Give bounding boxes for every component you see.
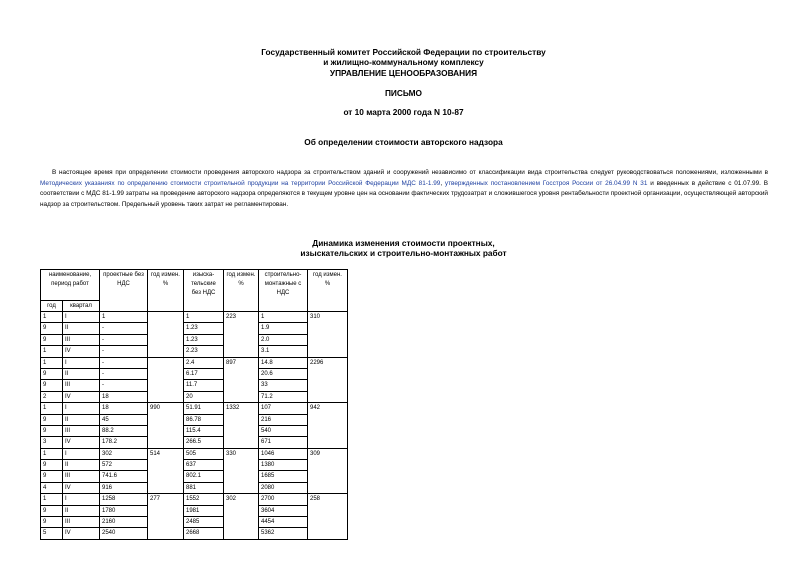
cell-year: 1 <box>41 494 63 505</box>
table-row <box>41 312 348 323</box>
table-row <box>41 437 348 448</box>
cell-survey: 2.23 <box>184 346 224 357</box>
cell-quarter: II <box>63 414 100 425</box>
table-row <box>41 346 348 357</box>
cell-quarter: III <box>63 380 100 391</box>
cell-design-pct <box>148 357 184 403</box>
cell-year: 9 <box>41 517 63 528</box>
cell-design: 572 <box>100 460 148 471</box>
cell-construction: 1 <box>259 312 308 323</box>
document-subject: Об определении стоимости авторского надзора <box>304 137 503 147</box>
cell-year: 1 <box>41 357 63 368</box>
cell-quarter: IV <box>63 346 100 357</box>
cell-survey: 802.1 <box>184 471 224 482</box>
cell-design: - <box>100 334 148 345</box>
cell-design: 2540 <box>100 528 148 539</box>
table-row <box>41 528 348 539</box>
table-row <box>41 323 348 334</box>
cell-design-pct: 277 <box>148 494 184 540</box>
cell-construction: 1380 <box>259 460 308 471</box>
body-text-part1: В настоящее время при определении стоимости проведения авторского надзора за строительством зданий и сооружений независимо от классификации вида строительства следует руководствоваться положениями, изложенными в <box>52 169 768 176</box>
cell-quarter: IV <box>63 437 100 448</box>
cell-construction: 5362 <box>259 528 308 539</box>
cell-survey-pct: 302 <box>224 494 259 540</box>
header-construction-pct: год измен. % <box>308 270 348 312</box>
cell-survey-pct: 223 <box>224 312 259 358</box>
cell-quarter: I <box>63 403 100 414</box>
cell-survey: 2.4 <box>184 357 224 368</box>
cell-year: 9 <box>41 414 63 425</box>
cell-design: 18 <box>100 391 148 402</box>
cell-construction: 2080 <box>259 482 308 493</box>
cell-quarter: IV <box>63 528 100 539</box>
table-row <box>41 403 348 414</box>
cell-survey: 1 <box>184 312 224 323</box>
header-design: проектные без НДС <box>100 270 148 312</box>
table-row <box>41 448 348 459</box>
link-gosstroy-resolution[interactable]: утвержденных постановлением Госстроя России от 26.04.99 N 31 <box>444 179 648 187</box>
body-text-part3: и введенных в действие с 01.07.99. В соответствии с МДС 81-1.99 затраты на проведение авторского надзора определяются в текущем уровне цен на основании фактических трудозатрат и сложившегося уровня рентабельности проектной организации, осуществляющей авторский надзор за строительством. Предельный уровень таких затрат не регламентирован. <box>40 179 768 208</box>
cell-survey: 6.17 <box>184 368 224 379</box>
cell-design: - <box>100 346 148 357</box>
cell-quarter: III <box>63 517 100 528</box>
cell-design-pct: 514 <box>148 448 184 494</box>
cell-quarter: I <box>63 357 100 368</box>
cell-year: 9 <box>41 368 63 379</box>
cell-year: 4 <box>41 482 63 493</box>
table-row <box>41 368 348 379</box>
cell-design: 916 <box>100 482 148 493</box>
cell-year: 9 <box>41 334 63 345</box>
cell-design: 1 <box>100 312 148 323</box>
cell-survey: 11.7 <box>184 380 224 391</box>
table-row <box>41 517 348 528</box>
cell-year: 2 <box>41 391 63 402</box>
cell-construction: 1.9 <box>259 323 308 334</box>
header-design-pct: год измен. % <box>148 270 184 312</box>
cell-design: 302 <box>100 448 148 459</box>
cell-quarter: I <box>63 494 100 505</box>
cell-design: 45 <box>100 414 148 425</box>
cell-construction: 4454 <box>259 517 308 528</box>
cell-construction-pct: 309 <box>308 448 348 494</box>
cell-survey: 881 <box>184 482 224 493</box>
cell-quarter: III <box>63 334 100 345</box>
cell-construction-pct: 258 <box>308 494 348 540</box>
table-row <box>41 334 348 345</box>
header-period: наименование, период работ <box>41 270 100 301</box>
cell-construction: 107 <box>259 403 308 414</box>
table-row <box>41 380 348 391</box>
cell-construction: 2.0 <box>259 334 308 345</box>
cell-survey: 2668 <box>184 528 224 539</box>
cell-quarter: II <box>63 505 100 516</box>
cell-survey-pct: 330 <box>224 448 259 494</box>
table-row <box>41 471 348 482</box>
table-row <box>41 414 348 425</box>
cell-year: 5 <box>41 528 63 539</box>
cell-survey: 637 <box>184 460 224 471</box>
cell-quarter: I <box>63 312 100 323</box>
body-text-part2: , <box>440 179 445 187</box>
cell-quarter: II <box>63 323 100 334</box>
cell-quarter: III <box>63 425 100 436</box>
cell-survey-pct: 897 <box>224 357 259 403</box>
cell-year: 9 <box>41 323 63 334</box>
cell-survey: 51.91 <box>184 403 224 414</box>
cell-year: 9 <box>41 380 63 391</box>
table-row <box>41 494 348 505</box>
cell-construction: 33 <box>259 380 308 391</box>
cell-survey-pct: 1332 <box>224 403 259 449</box>
cell-year: 1 <box>41 312 63 323</box>
org-name-line2: и жилищно-коммунальному комплексу <box>323 57 484 67</box>
cell-design: 18 <box>100 403 148 414</box>
cell-construction: 3604 <box>259 505 308 516</box>
table-row <box>41 425 348 436</box>
org-name-line1: Государственный комитет Российской Федерации по строительству <box>261 47 546 57</box>
cell-survey: 266.5 <box>184 437 224 448</box>
cell-year: 9 <box>41 505 63 516</box>
cell-survey: 505 <box>184 448 224 459</box>
table-title-line1: Динамика изменения стоимости проектных, <box>312 238 495 248</box>
cell-design: 1258 <box>100 494 148 505</box>
header-survey-pct: год измен. % <box>224 270 259 312</box>
cell-construction-pct: 942 <box>308 403 348 449</box>
cell-design: 88.2 <box>100 425 148 436</box>
cell-design: - <box>100 368 148 379</box>
cell-quarter: II <box>63 460 100 471</box>
cell-survey: 1552 <box>184 494 224 505</box>
table-header-row <box>41 270 348 301</box>
cell-quarter: II <box>63 368 100 379</box>
cell-year: 9 <box>41 471 63 482</box>
cell-survey: 2485 <box>184 517 224 528</box>
header-construction: строительно-монтажные с НДС <box>259 270 308 312</box>
header-quarter: квартал <box>63 301 100 312</box>
cell-year: 1 <box>41 448 63 459</box>
cell-construction: 3.1 <box>259 346 308 357</box>
cell-construction: 2700 <box>259 494 308 505</box>
cell-design: 1780 <box>100 505 148 516</box>
cell-design-pct <box>148 312 184 358</box>
cell-survey: 1981 <box>184 505 224 516</box>
cell-quarter: I <box>63 448 100 459</box>
table-row <box>41 505 348 516</box>
cell-design: 2160 <box>100 517 148 528</box>
cell-survey: 86.78 <box>184 414 224 425</box>
table-row <box>41 482 348 493</box>
table-row <box>41 391 348 402</box>
cell-year: 3 <box>41 437 63 448</box>
cell-survey: 115.4 <box>184 425 224 436</box>
cell-construction: 1685 <box>259 471 308 482</box>
cell-construction: 540 <box>259 425 308 436</box>
cell-construction: 71.2 <box>259 391 308 402</box>
cell-construction-pct: 2296 <box>308 357 348 403</box>
table-row <box>41 460 348 471</box>
letter-body <box>40 168 768 210</box>
cell-quarter: IV <box>63 482 100 493</box>
cell-design-pct: 990 <box>148 403 184 449</box>
cell-year: 9 <box>41 425 63 436</box>
cell-construction: 671 <box>259 437 308 448</box>
link-methodical-guidelines[interactable]: Методических указаниях по определению стоимости строительной продукции на территории Российской Федерации МДС 81-1.99 <box>40 179 441 187</box>
cell-construction: 14.8 <box>259 357 308 368</box>
header-year: год <box>41 301 63 312</box>
cell-year: 1 <box>41 403 63 414</box>
cell-survey: 20 <box>184 391 224 402</box>
cell-design: - <box>100 357 148 368</box>
header-survey: изыска-тельские без НДС <box>184 270 224 312</box>
cell-survey: 1.23 <box>184 323 224 334</box>
cell-year: 1 <box>41 346 63 357</box>
cell-design: 741.6 <box>100 471 148 482</box>
cell-construction: 1046 <box>259 448 308 459</box>
table-row <box>41 357 348 368</box>
document-type: ПИСЬМО <box>384 88 423 98</box>
document-date: от 10 марта 2000 года N 10-87 <box>343 107 464 117</box>
cell-construction-pct: 310 <box>308 312 348 358</box>
table-title-line2: изыскательских и строительно-монтажных работ <box>300 248 507 258</box>
cell-design: - <box>100 380 148 391</box>
department-name: УПРАВЛЕНИЕ ЦЕНООБРАЗОВАНИЯ <box>329 68 478 78</box>
cell-construction: 216 <box>259 414 308 425</box>
cell-quarter: III <box>63 471 100 482</box>
cell-quarter: IV <box>63 391 100 402</box>
cell-design: - <box>100 323 148 334</box>
cell-construction: 20.6 <box>259 368 308 379</box>
cell-survey: 1.23 <box>184 334 224 345</box>
cell-design: 178.2 <box>100 437 148 448</box>
cell-year: 9 <box>41 460 63 471</box>
cost-dynamics-table <box>40 269 348 540</box>
